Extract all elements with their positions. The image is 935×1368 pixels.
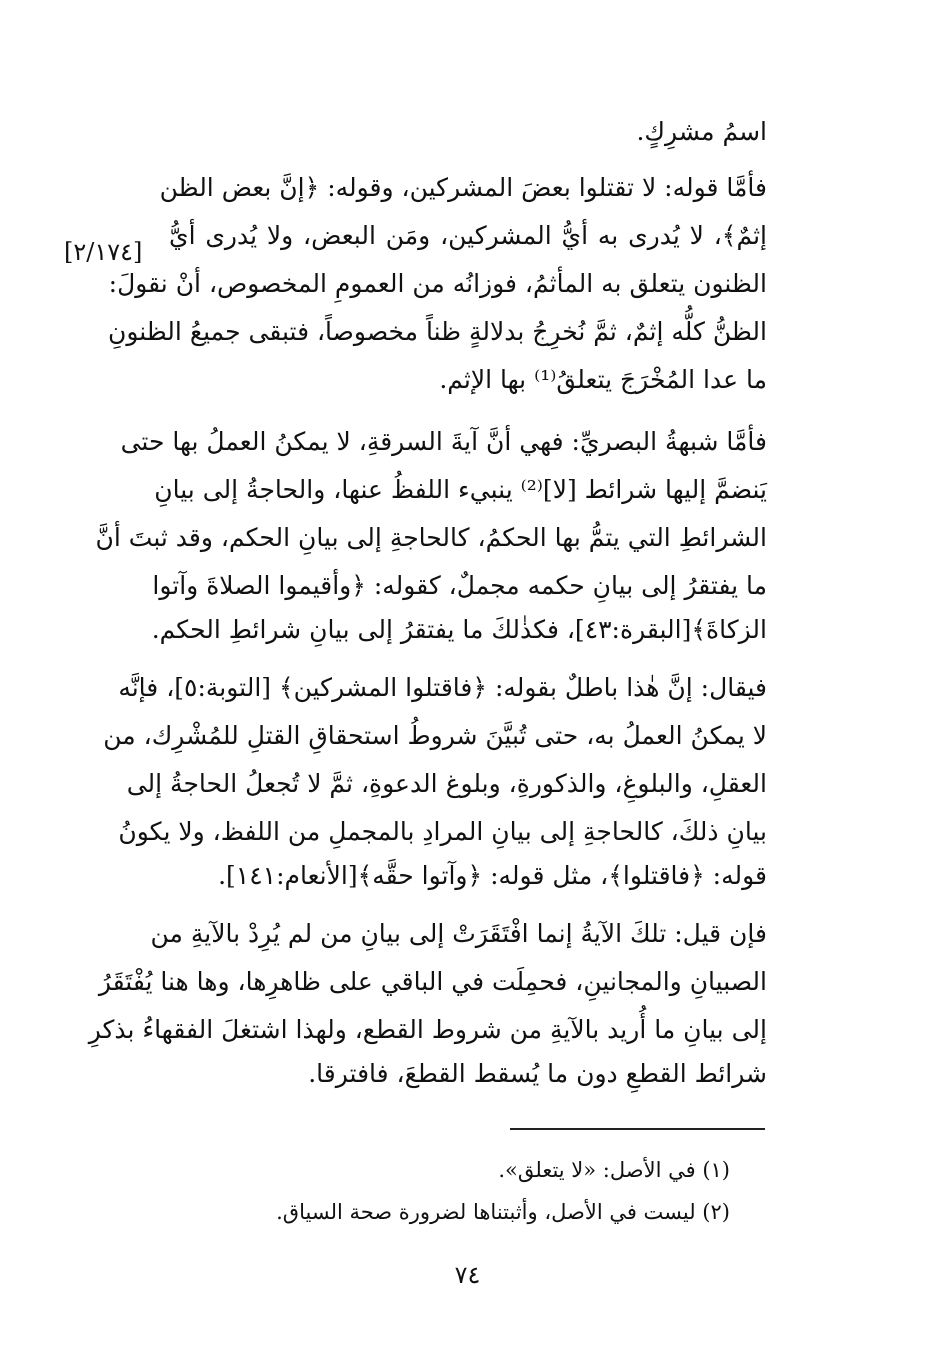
text-line: العقلِ، والبلوغِ، والذكورةِ، وبلوغ الدعوةِ، ثمَّ لا تُجعلُ الحاجةُ إلى xyxy=(126,769,767,798)
text-line: ما عدا المُخْرَجَ يتعلقُ⁽¹⁾ بها الإثم. xyxy=(439,365,767,394)
text-line: فأمَّا قوله: لا تقتلوا بعضَ المشركين، وقوله: ﴿إنَّ بعض الظن xyxy=(159,173,767,202)
text-line: الصبيانِ والمجانينِ، فحمِلَت في الباقي على ظاهرِها، وها هنا يُفْتَقَرُ xyxy=(98,967,767,996)
footnote: (٢) ليست في الأصل، وأثبتناها لضرورة صحة السياق. xyxy=(276,1200,730,1224)
text-line: الزكاةَ﴾[البقرة:٤٣]، فكذٰلكَ ما يفتقرُ إلى بيانِ شرائطِ الحكم. xyxy=(151,615,767,644)
text-line: الظنُّ كلُّه إثمٌ، ثمَّ نُخرِجُ بدلالةٍ ظناً مخصوصاً، فتبقى جميعُ الظنونِ xyxy=(107,317,767,346)
text-line: إلى بيانِ ما أُريد بالآيةِ من شروط القطع، ولهذا اشتغلَ الفقهاءُ بذكرِ xyxy=(88,1015,767,1044)
text-line: فإن قيل: تلكَ الآيةُ إنما افْتَقَرَتْ إلى بيانِ من لم يُرِدْ بالآيةِ من xyxy=(150,919,767,948)
margin-page-marker: [۲/۱۷٤] xyxy=(64,238,143,266)
text-line: لا يمكنُ العملُ به، حتى تُبيَّنَ شروطُ استحقاقِ القتلِ للمُشْرِك، من xyxy=(103,721,767,750)
text-line: ما يفتقرُ إلى بيانِ حكمه مجملٌ، كقوله: ﴿وأقيموا الصلاةَ وآتوا xyxy=(152,571,767,600)
page-number: ٧٤ xyxy=(454,1261,481,1289)
text-line: الظنون يتعلق به المأثمُ، فوزانُه من العمومِ المخصوص، أنْ نقولَ: xyxy=(108,269,767,298)
footnote: (١) في الأصل: «لا يتعلق». xyxy=(498,1158,730,1182)
text-line: شرائط القطعِ دون ما يُسقط القطعَ، فافترقا. xyxy=(308,1059,767,1088)
text-line: اسمُ مشرِكٍ. xyxy=(636,117,767,146)
footnote-separator xyxy=(510,1128,765,1130)
text-line: فأمَّا شبهةُ البصريِّ: فهي أنَّ آيةَ السرقةِ، لا يمكنُ العملُ بها حتى xyxy=(120,427,767,456)
text-line: إثمٌ﴾، لا يُدرى به أيُّ المشركين، ومَن البعض، ولا يُدرى أيُّ xyxy=(169,221,767,250)
text-line: يَنضمَّ إليها شرائط [لا]⁽²⁾ ينبيء اللفظُ عنها، والحاجةُ إلى بيانِ xyxy=(154,475,767,504)
text-line: بيانِ ذلكَ، كالحاجةِ إلى بيانِ المرادِ بالمجملِ من اللفظ، ولا يكونُ xyxy=(118,817,767,846)
text-line: الشرائطِ التي يتمُّ بها الحكمُ، كالحاجةِ إلى بيانِ الحكم، وقد ثبتَ أنَّ xyxy=(95,523,767,552)
text-line: قوله: ﴿فاقتلوا﴾، مثل قوله: ﴿وآتوا حقَّه﴾[الأنعام:١٤١]. xyxy=(218,861,767,890)
text-line: فيقال: إنَّ هٰذا باطلٌ بقوله: ﴿فاقتلوا المشركين﴾ [التوبة:٥]، فإنَّه xyxy=(118,673,767,702)
